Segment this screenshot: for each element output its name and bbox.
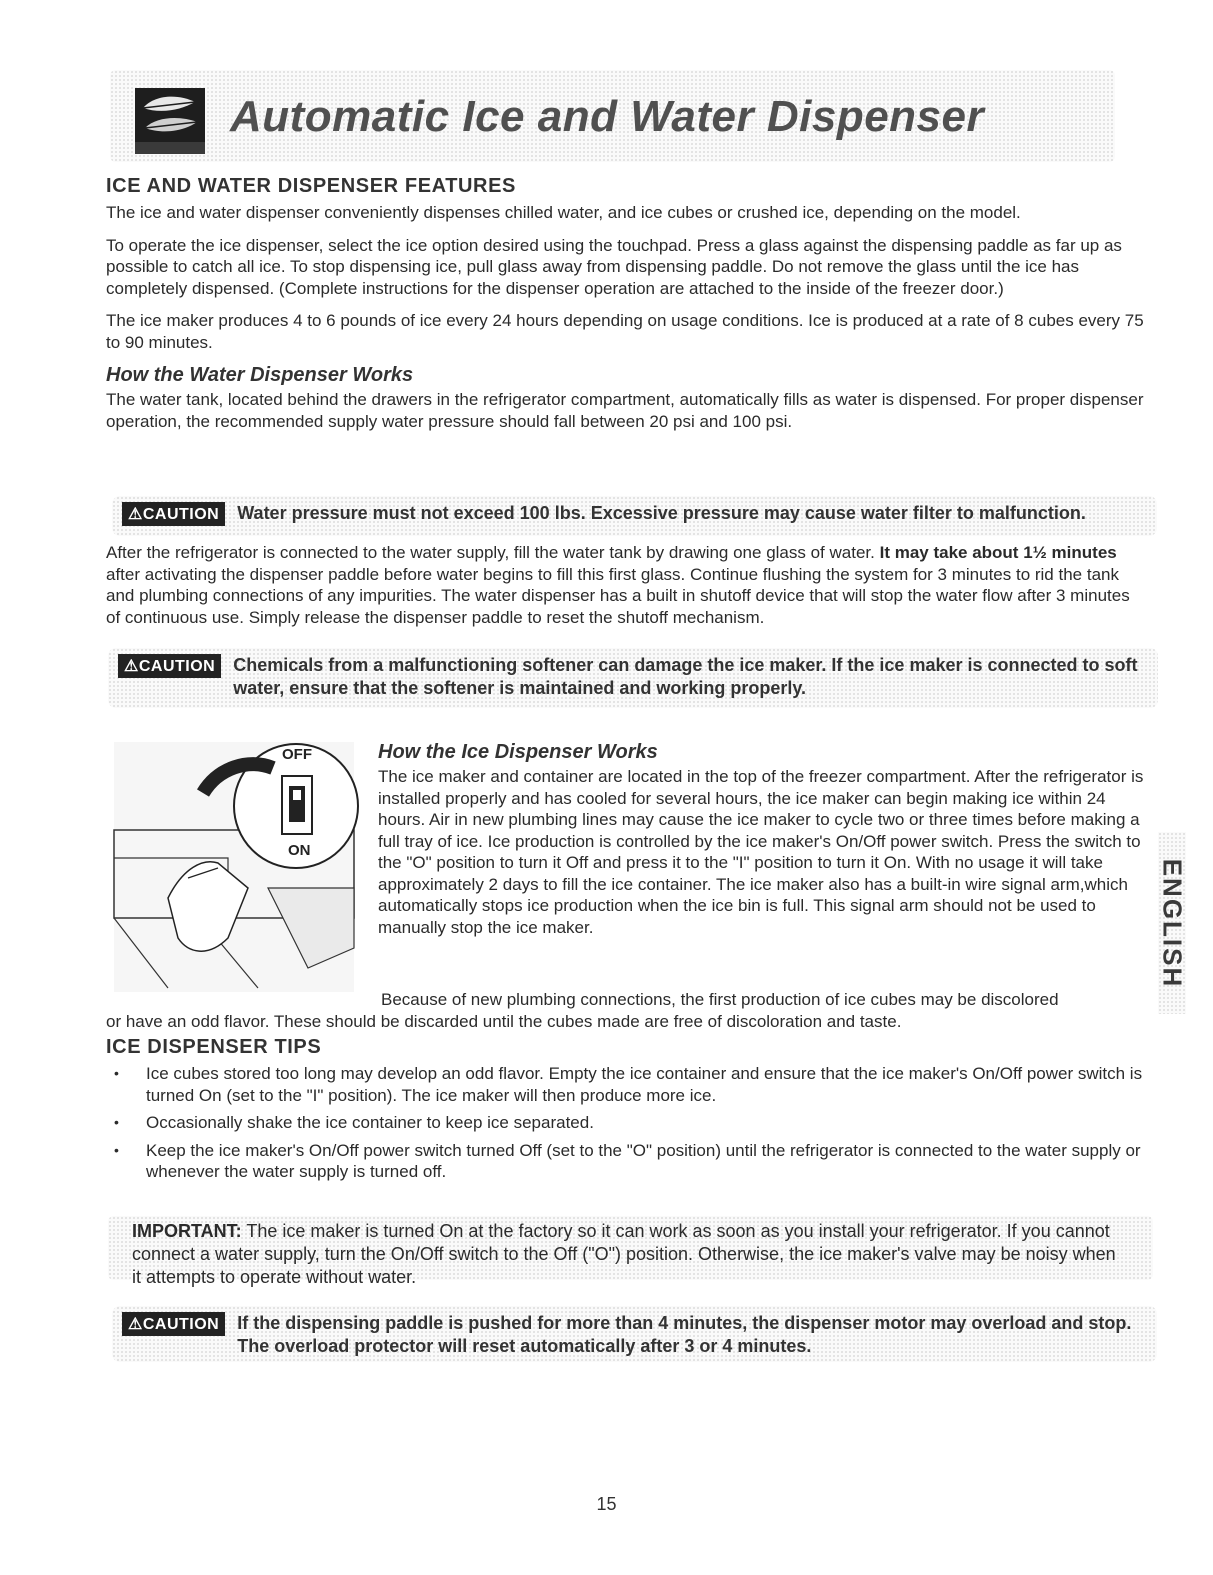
language-side-tab <box>1158 832 1186 1014</box>
language-label: ENGLISH <box>1157 858 1188 988</box>
list-item: • Occasionally shake the ice container to keep ice separated. <box>106 1112 1148 1134</box>
features-paragraph-1: The ice and water dispenser conveniently dispenses chilled water, and ice cubes or crushed ice, depending on the model. <box>106 203 1021 222</box>
caution-text: If the dispensing paddle is pushed for more than 4 minutes, the dispenser motor may overload and stop. The overload protector will reset automatically after 3 or 4 minutes. <box>237 1313 1132 1356</box>
features-paragraph-2: To operate the ice dispenser, select the ice option desired using the touchpad. Press a glass against the dispensing paddle as far up as possible to catch all ice. To stop dispensing ice, pull glass away from dispensing paddle. Do not remove the glass until the ice has completely dispensed. (Complete instructions for the dispenser operation are attached to the inside of the freezer door.) <box>106 235 1122 298</box>
flush-time-emphasis: It may take about 1½ minutes <box>879 543 1117 562</box>
caution-text: Chemicals from a malfunctioning softener can damage the ice maker. If the ice maker is connected to soft water, ensure that the softener is maintained and working properly. <box>233 655 1138 698</box>
caution-badge: ⚠CAUTION <box>118 654 221 678</box>
ice-paragraph-2-end: or have an odd flavor. These should be discarded until the cubes made are free of discoloration and taste. <box>106 1012 902 1031</box>
tips-list <box>106 1063 1148 1183</box>
leaf-logo-icon <box>135 88 205 154</box>
ice-dispenser-section <box>378 741 1150 938</box>
tips-heading: ICE DISPENSER TIPS <box>106 1036 322 1058</box>
switch-on-label: ON <box>288 842 311 859</box>
page-number: 15 <box>596 1494 617 1514</box>
caution-water-pressure <box>112 496 1157 536</box>
features-section <box>106 175 1148 443</box>
ice-paragraph-2-start: Because of new plumbing connections, the first production of ice cubes may be discolored <box>381 990 1059 1009</box>
caution-badge: ⚠CAUTION <box>122 502 225 526</box>
page-title: Automatic Ice and Water Dispenser <box>230 92 985 141</box>
important-note <box>108 1216 1153 1287</box>
caution-text: Water pressure must not exceed 100 lbs. Excessive pressure may cause water filter to malfunction. <box>237 503 1086 523</box>
water-dispenser-heading: How the Water Dispenser Works <box>106 364 414 386</box>
tips-section <box>106 1036 1148 1189</box>
list-item: • Ice cubes stored too long may develop an odd flavor. Empty the ice container and ensure that the ice maker's On/Off power switch is turned On (set to the "I" position). The ice maker will then produce more ice. <box>106 1063 1148 1106</box>
features-heading: ICE AND WATER DISPENSER FEATURES <box>106 175 516 197</box>
ice-dispenser-heading: How the Ice Dispenser Works <box>378 741 658 763</box>
features-paragraph-3: The ice maker produces 4 to 6 pounds of ice every 24 hours depending on usage conditions. Ice is produced at a rate of 8 cubes every 75 to 90 minutes. <box>106 311 1144 352</box>
ice-maker-switch-illustration <box>108 738 370 1008</box>
caution-motor-overload <box>112 1306 1157 1362</box>
caution-badge: ⚠CAUTION <box>122 1312 225 1336</box>
important-text: The ice maker is turned On at the factory so it can work as soon as you install your refrigerator. If you cannot connect a water supply, turn the On/Off switch to the Off ("O") position. Otherwise, the ice maker's valve may be noisy when it attempts to operate without water. <box>132 1221 1116 1287</box>
important-label: IMPORTANT: <box>132 1221 242 1241</box>
switch-off-label: OFF <box>282 746 312 763</box>
caution-softener <box>108 648 1158 708</box>
water-paragraph-2: After the refrigerator is connected to the water supply, fill the water tank by drawing one glass of water. It may take about 1½ minutes after activating the dispenser paddle before water begins to fill this first glass. Continue flushing the system for 3 minutes to rid the tank and plumbing connections of any impurities. The water dispenser has a built in shutoff device that will stop the water flow after 3 minutes of continuous use. Simply release the dispenser paddle to reset the shutoff mechanism. <box>106 543 1130 627</box>
ice-paragraph-1: The ice maker and container are located in the top of the freezer compartment. After the refrigerator is installed properly and has cooled for several hours, the ice maker can begin making ice within 24 hours. Air in new plumbing lines may cause the ice maker to cycle two or three times before making a full tray of ice. Ice production is controlled by the ice maker's On/Off power switch. Press the switch to the "O" position to turn it Off and press it to the "I" position to turn it On. With no usage it will take approximately 2 days to fill the ice container. The ice maker also has a built-in wire signal arm,which automatically stops ice production when the ice bin is full. This signal arm should not be used to manually stop the ice maker. <box>378 767 1144 937</box>
list-item: • Keep the ice maker's On/Off power switch turned Off (set to the "O" position) until the refrigerator is connected to the water supply or whenever the water supply is turned off. <box>106 1140 1148 1183</box>
water-paragraph-1: The water tank, located behind the drawers in the refrigerator compartment, automatically fills as water is dispensed. For proper dispenser operation, the recommended supply water pressure should fall between 20 psi and 100 psi. <box>106 390 1144 431</box>
